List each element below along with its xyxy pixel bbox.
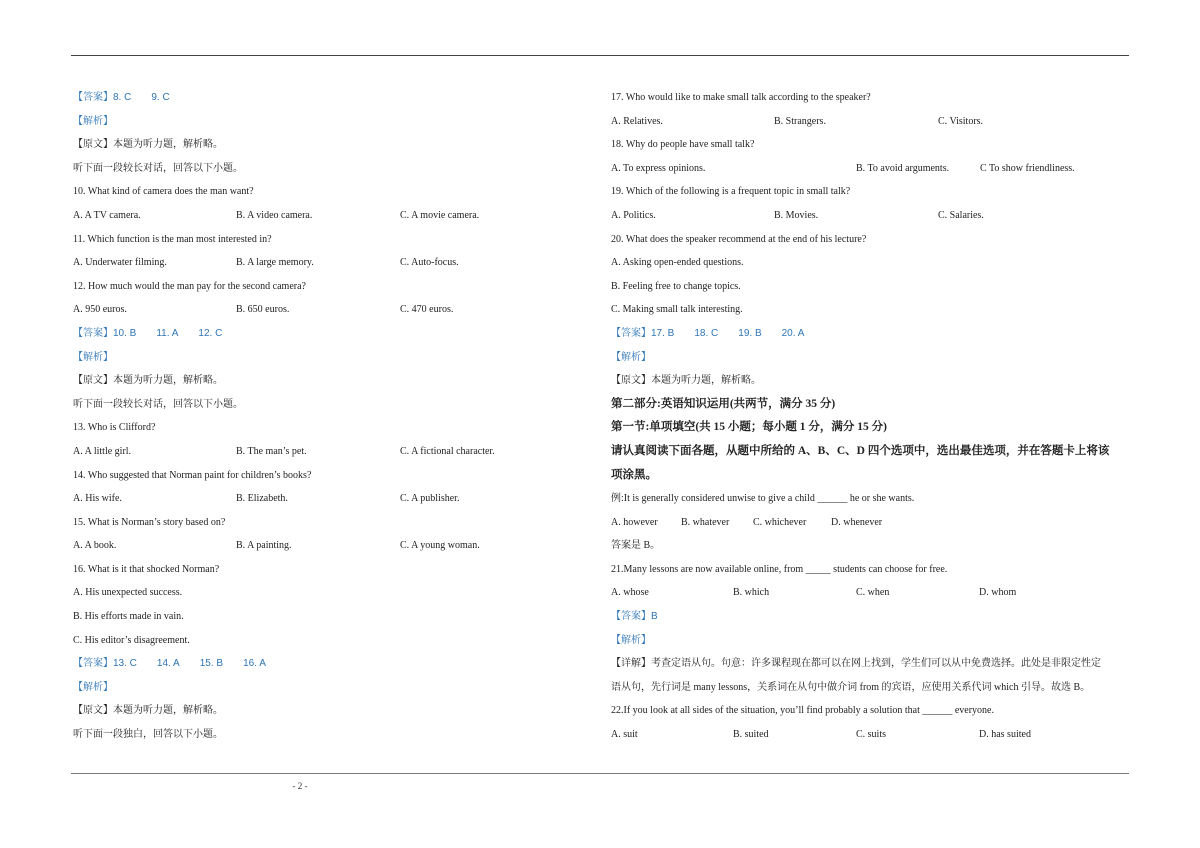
instruction-line-2: 项涂黑。	[611, 468, 657, 481]
answer-item: 14. A	[156, 658, 180, 670]
options-15	[73, 534, 593, 558]
answer-item: B	[651, 611, 658, 623]
option-b: B. which	[733, 587, 770, 599]
option-b: B. A large memory.	[236, 257, 314, 269]
answer-label: 【答案】	[611, 327, 651, 339]
answer-item: 9. C	[151, 92, 170, 103]
option-b: B. The man’s pet.	[236, 445, 307, 457]
question-18: 18. Why do people have small talk?	[611, 139, 755, 151]
option-a: A. however	[611, 516, 658, 528]
question-16: 16. What is it that shocked Norman?	[73, 563, 220, 575]
option-a: A. His wife.	[73, 493, 122, 505]
options-13	[73, 440, 593, 464]
question-21: 21.Many lessons are now available online, from _____ students can choose for free.	[611, 563, 948, 575]
question-19: 19. Which of the following is a frequent topic in small talk?	[611, 186, 851, 198]
part-two-title: 第二部分:英语知识运用(共两节，满分 35 分)	[611, 397, 836, 410]
option-b: B. Elizabeth.	[236, 493, 288, 505]
answer-item: 15. B	[199, 658, 224, 670]
answer-line-13-16	[73, 652, 593, 676]
listening-instruction: 听下面一段较长对话，回答以下小题。	[73, 162, 243, 174]
option-b: B. A video camera.	[236, 209, 313, 221]
question-12: 12. How much would the man pay for the second camera?	[73, 280, 306, 292]
options-10	[73, 204, 593, 228]
question-20: 20. What does the speaker recommend at the end of his lecture?	[611, 233, 867, 245]
option-a: A. 950 euros.	[73, 304, 127, 316]
analysis-label: 【解析】	[73, 351, 113, 363]
section-one-title: 第一节:单项填空(共 15 小题；每小题 1 分，满分 15 分)	[611, 421, 887, 434]
option-a: A. Politics.	[611, 209, 656, 221]
answer-item: 12. C	[198, 327, 223, 339]
option-c: C. Salaries.	[938, 209, 984, 221]
answer-label: 【答案】	[73, 658, 113, 670]
option-b: B. Movies.	[774, 209, 819, 221]
options-12	[73, 298, 593, 322]
answer-line-21	[611, 605, 1131, 629]
example-answer: 答案是 B。	[611, 540, 661, 552]
options-17	[611, 110, 1131, 134]
option-b: B. To avoid arguments.	[856, 162, 950, 174]
option-d: D. whom	[979, 587, 1017, 599]
question-11: 11. Which function is the man most interested in?	[73, 233, 272, 245]
answer-item: 10. B	[113, 327, 137, 339]
option-c: C. A movie camera.	[400, 209, 480, 221]
answer-line-10-12	[73, 322, 593, 346]
option-20a: A. Asking open-ended questions.	[611, 257, 744, 269]
analysis-label: 【解析】	[611, 351, 651, 363]
option-16b: B. His efforts made in vain.	[73, 611, 184, 623]
option-b: B. A painting.	[236, 540, 292, 552]
option-c: C. suits	[856, 729, 887, 741]
option-c: C. when	[856, 587, 890, 599]
option-20b: B. Feeling free to change topics.	[611, 280, 741, 292]
example-options	[611, 511, 1131, 535]
option-b: B. Strangers.	[774, 115, 826, 127]
option-c: C. A fictional character.	[400, 445, 495, 457]
option-a: A. A book.	[73, 540, 117, 552]
instruction-line-1: 请认真阅读下面各题，从题中所给的 A、B、C、D 四个选项中，选出最佳选项，并在答题卡上将该	[611, 444, 1110, 457]
page-number: - 2 -	[292, 781, 308, 791]
options-14	[73, 487, 593, 511]
original-text-note: 【原文】本题为听力题，解析略。	[611, 375, 761, 387]
options-19	[611, 204, 1131, 228]
option-c: C. A young woman.	[400, 540, 480, 552]
question-13: 13. Who is Clifford?	[73, 422, 156, 434]
option-d: D. has suited	[979, 729, 1031, 741]
options-21	[611, 581, 1131, 605]
left-column	[73, 86, 593, 747]
option-c: C. Visitors.	[938, 115, 984, 127]
answer-line-17-20	[611, 322, 1131, 346]
question-22: 22.If you look at all sides of the situation, you’ll find probably a solution that ______ everyone.	[611, 705, 994, 717]
question-17: 17. Who would like to make small talk according to the speaker?	[611, 92, 871, 103]
answer-item: 16. A	[243, 658, 266, 670]
option-a: A. A TV camera.	[73, 209, 141, 221]
original-text-note: 【原文】本题为听力题，解析略。	[73, 139, 223, 151]
option-a: A. A little girl.	[73, 445, 132, 457]
option-a: A. suit	[611, 729, 638, 741]
analysis-label: 【解析】	[73, 115, 113, 127]
option-c: C. 470 euros.	[400, 304, 454, 316]
options-18	[611, 157, 1131, 181]
top-rule	[71, 55, 1129, 56]
answer-label: 【答案】	[73, 92, 113, 103]
question-15: 15. What is Norman’s story based on?	[73, 516, 226, 528]
option-b: B. 650 euros.	[236, 304, 290, 316]
option-c: C. whichever	[753, 516, 807, 528]
options-11	[73, 251, 593, 275]
listening-instruction: 听下面一段独白，回答以下小题。	[73, 729, 223, 741]
listening-instruction: 听下面一段较长对话，回答以下小题。	[73, 398, 243, 410]
option-b: B. whatever	[681, 516, 730, 528]
question-10: 10. What kind of camera does the man want?	[73, 186, 254, 198]
bottom-rule	[71, 773, 1129, 774]
detail-line-1: 【详解】考查定语从句。句意：许多课程现在都可以在网上找到，学生们可以从中免费选择。此处是非限定性定	[611, 658, 1101, 670]
option-20c: C. Making small talk interesting.	[611, 304, 743, 316]
detail-line-2: 语从句，先行词是 many lessons，关系词在从句中做介词 from 的宾语，应使用关系代词 which 引导。故选 B。	[611, 681, 1091, 693]
option-a: A. To express opinions.	[611, 162, 706, 174]
example-question: 例:It is generally considered unwise to give a child ______ he or she wants.	[611, 493, 915, 505]
option-c: C. Auto-focus.	[400, 257, 459, 269]
option-d: D. whenever	[831, 516, 883, 528]
answer-label: 【答案】	[611, 611, 651, 623]
option-c: C. A publisher.	[400, 493, 460, 505]
analysis-label: 【解析】	[73, 681, 113, 693]
answer-item: 17. B	[651, 327, 675, 339]
original-text-note: 【原文】本题为听力题，解析略。	[73, 705, 223, 717]
option-a: A. whose	[611, 587, 649, 599]
answer-item: 8. C	[113, 92, 132, 103]
option-a: A. Underwater filming.	[73, 257, 167, 269]
answer-item: 11. A	[156, 327, 179, 339]
answer-line-8-9	[73, 86, 593, 110]
option-c: C To show friendliness.	[980, 162, 1075, 174]
option-16c: C. His editor’s disagreement.	[73, 634, 190, 646]
question-14: 14. Who suggested that Norman paint for children’s books?	[73, 469, 312, 481]
option-16a: A. His unexpected success.	[73, 587, 183, 599]
right-column	[611, 86, 1131, 747]
answer-item: 18. C	[694, 327, 719, 339]
original-text-note: 【原文】本题为听力题，解析略。	[73, 375, 223, 387]
answer-item: 20. A	[781, 327, 805, 339]
answer-item: 13. C	[113, 658, 137, 670]
answer-item: 19. B	[738, 327, 762, 339]
analysis-label: 【解析】	[611, 634, 651, 646]
options-22	[611, 723, 1131, 747]
option-a: A. Relatives.	[611, 115, 663, 127]
answer-label: 【答案】	[73, 327, 113, 339]
option-b: B. suited	[733, 729, 769, 741]
